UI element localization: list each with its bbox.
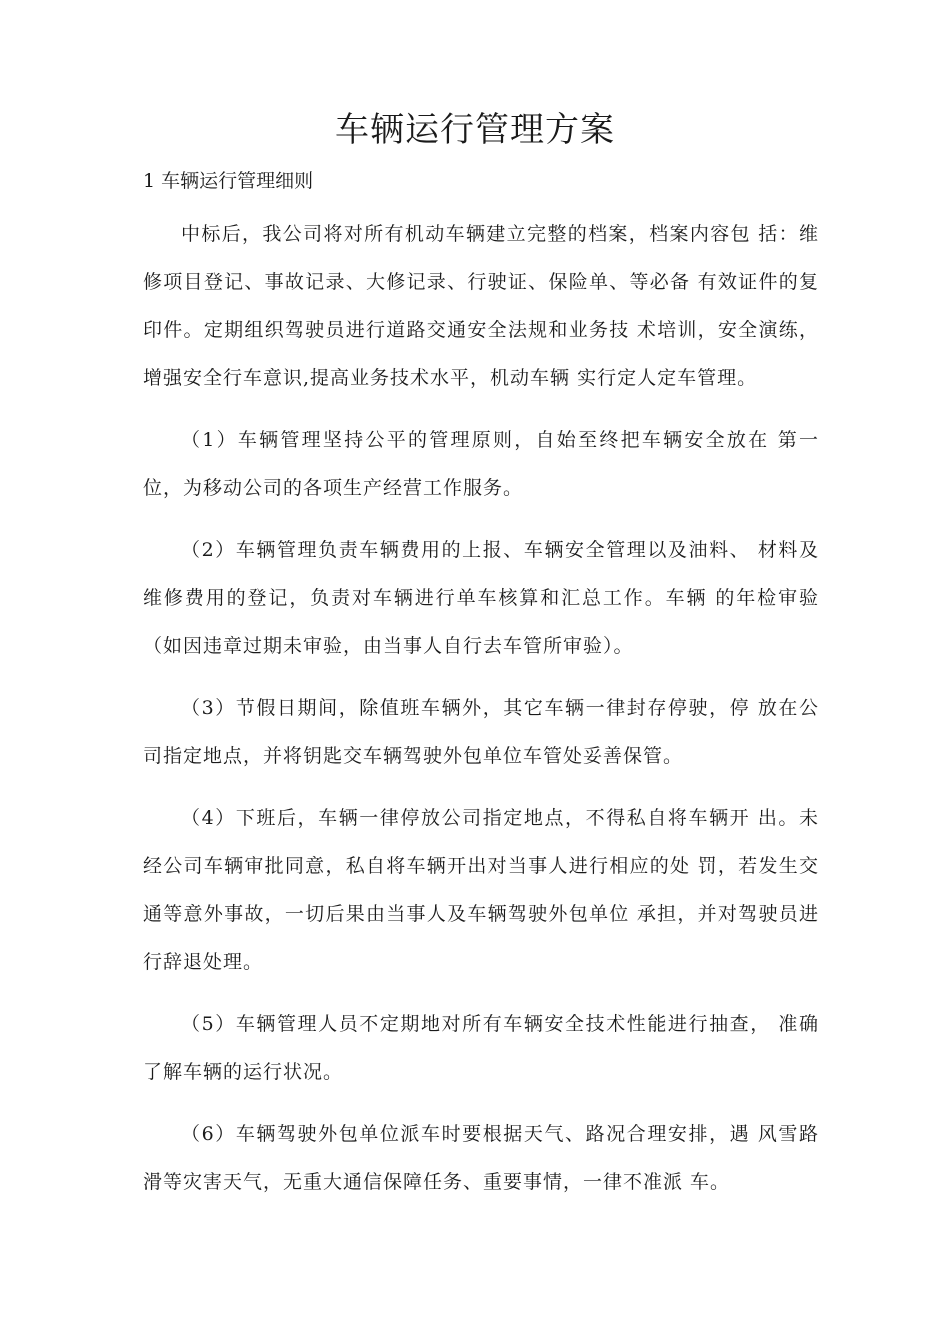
paragraph-intro: 中标后，我公司将对所有机动车辆建立完整的档案，档案内容包 括：维修项目登记、事故记录、大修记录、行驶证、保险单、等必备 有效证件的复印件。定期组织驾驶员进行道路交通安全法规和业务技 术培训，安全演练，增强安全行车意识,提高业务技术水平，机动车辆 实行定人定车管理。 — [143, 223, 819, 389]
document-body — [143, 210, 819, 1220]
paragraph-item-2: （2）车辆管理负责车辆费用的上报、车辆安全管理以及油料、 材料及维修费用的登记，负责对车辆进行单车核算和汇总工作。车辆 的年检审验（如因违章过期未审验，由当事人自行去车管所审验）。 — [143, 539, 819, 657]
paragraph-item-4: （4）下班后，车辆一律停放公司指定地点，不得私自将车辆开 出。未经公司车辆审批同意，私自将车辆开出对当事人进行相应的处 罚，若发生交通等意外事故，一切后果由当事人及车辆驾驶外包单位 承担，并对驾驶员进行辞退处理。 — [143, 807, 819, 973]
section-heading: 1 车辆运行管理细则 — [143, 170, 314, 192]
paragraph-item-1: （1）车辆管理坚持公平的管理原则，自始至终把车辆安全放在 第一位，为移动公司的各项生产经营工作服务。 — [143, 429, 819, 499]
paragraph-item-3: （3）节假日期间，除值班车辆外，其它车辆一律封存停驶，停 放在公司指定地点，并将钥匙交车辆驾驶外包单位车管处妥善保管。 — [143, 697, 819, 767]
paragraph-item-6: （6）车辆驾驶外包单位派车时要根据天气、路况合理安排，遇 风雪路滑等灾害天气，无重大通信保障任务、重要事情，一律不准派 车。 — [143, 1123, 819, 1193]
document-title: 车辆运行管理方案 — [335, 110, 615, 150]
paragraph-item-5: （5）车辆管理人员不定期地对所有车辆安全技术性能进行抽查， 准确了解车辆的运行状况。 — [143, 1013, 819, 1083]
